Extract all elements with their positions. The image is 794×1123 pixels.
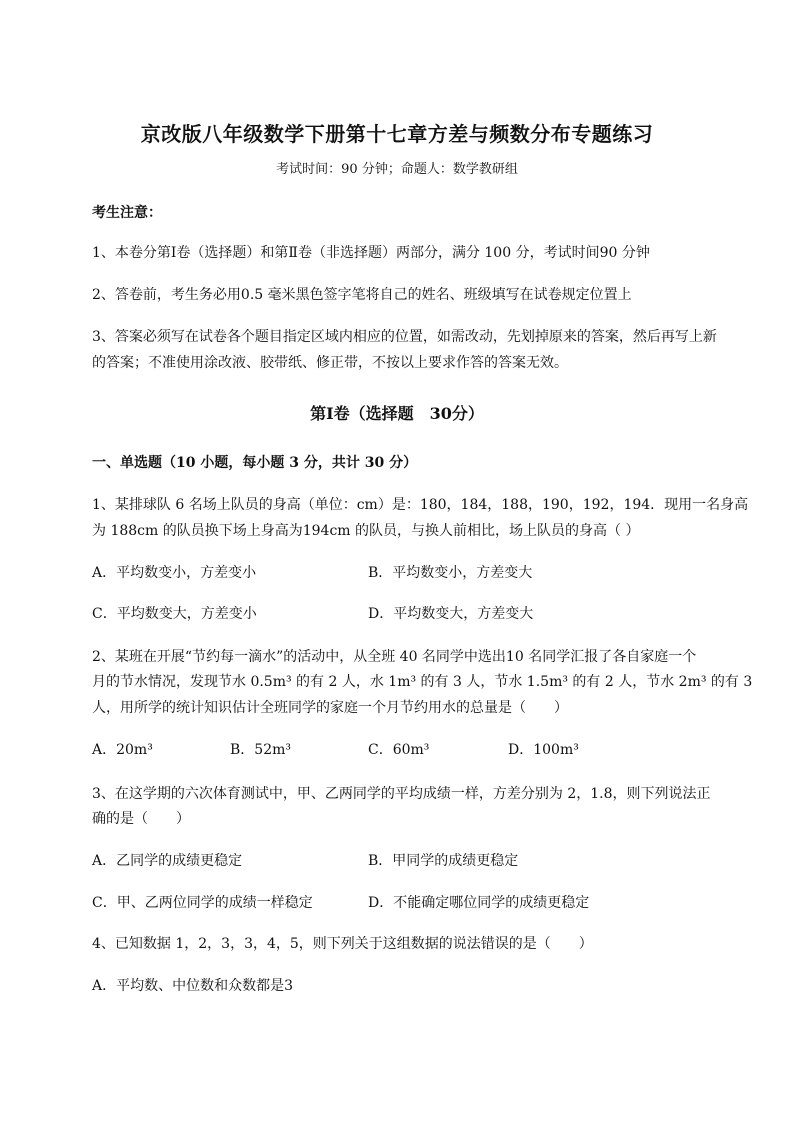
question-3-option-d: D．不能确定哪位同学的成绩更稳定 <box>368 895 590 911</box>
question-3-option-a: A．乙同学的成绩更稳定 <box>92 853 243 869</box>
page-title: 京改版八年级数学下册第十七章方差与频数分布专题练习 <box>140 122 654 146</box>
question-2-text: 月的节水情况，发现节水 0.5m³ 的有 2 人，水 1m³ 的有 3 人，节水 1.5m³ 的有 2 人，节水 2m³ 的有 3 <box>92 674 753 690</box>
question-3-text: 确的是（ ） <box>92 811 190 827</box>
question-1-option-b: B．平均数变小，方差变大 <box>368 565 533 581</box>
question-4-option-a: A．平均数、中位数和众数都是3 <box>92 978 294 994</box>
question-3-text: 3、在这学期的六次体育测试中，甲、乙两同学的平均成绩一样，方差分别为 2，1.8，则下列说法正 <box>92 786 711 802</box>
question-2-option-c: C．60m³ <box>368 742 430 758</box>
question-1-text: 为 188cm 的队员换下场上身高为194cm 的队员，与换人前相比，场上队员的身高（ ） <box>92 523 640 539</box>
question-3-option-c: C．甲、乙两位同学的成绩一样稳定 <box>92 895 313 911</box>
exam-info: 考试时间：90 分钟；命题人：数学教研组 <box>276 162 518 177</box>
question-2-option-a: A．20m³ <box>92 742 153 758</box>
question-1-option-a: A．平均数变小，方差变小 <box>92 565 257 581</box>
notice-item: 1、本卷分第Ⅰ卷（选择题）和第Ⅱ卷（非选择题）两部分，满分 100 分，考试时间90 分钟 <box>92 245 650 261</box>
notice-item: 2、答卷前，考生务必用0.5 毫米黑色签字笔将自己的姓名、班级填写在试卷规定位置上 <box>92 287 632 303</box>
part-heading: 一、单选题（10 小题，每小题 3 分，共计 30 分） <box>92 455 418 471</box>
question-1-option-d: D．平均数变大，方差变大 <box>368 606 534 622</box>
question-2-text: 人，用所学的统计知识估计全班同学的家庭一个月节约用水的总量是（ ） <box>92 700 568 716</box>
notice-heading: 考生注意： <box>92 205 162 221</box>
section-title: 第Ⅰ卷（选择题 30分） <box>310 404 484 423</box>
question-2-option-b: B．52m³ <box>230 742 291 758</box>
question-4-text: 4、已知数据 1，2，3，3，4，5，则下列关于这组数据的说法错误的是（ ） <box>92 936 593 952</box>
question-2-option-d: D．100m³ <box>508 742 579 758</box>
question-3-option-b: B．甲同学的成绩更稳定 <box>368 853 519 869</box>
notice-item: 3、答案必须写在试卷各个题目指定区域内相应的位置，如需改动，先划掉原来的答案，然后再写上新 <box>92 329 717 345</box>
question-2-text: 2、某班在开展“节约每一滴水”的活动中，从全班 40 名同学中选出10 名同学汇报了各自家庭一个 <box>92 649 697 665</box>
question-1-text: 1、某排球队 6 名场上队员的身高（单位：cm）是：180，184，188，190，192，194．现用一名身高 <box>92 497 749 513</box>
question-1-option-c: C．平均数变大，方差变小 <box>92 606 257 622</box>
notice-item: 的答案；不准使用涂改液、胶带纸、修正带，不按以上要求作答的答案无效。 <box>92 355 568 371</box>
